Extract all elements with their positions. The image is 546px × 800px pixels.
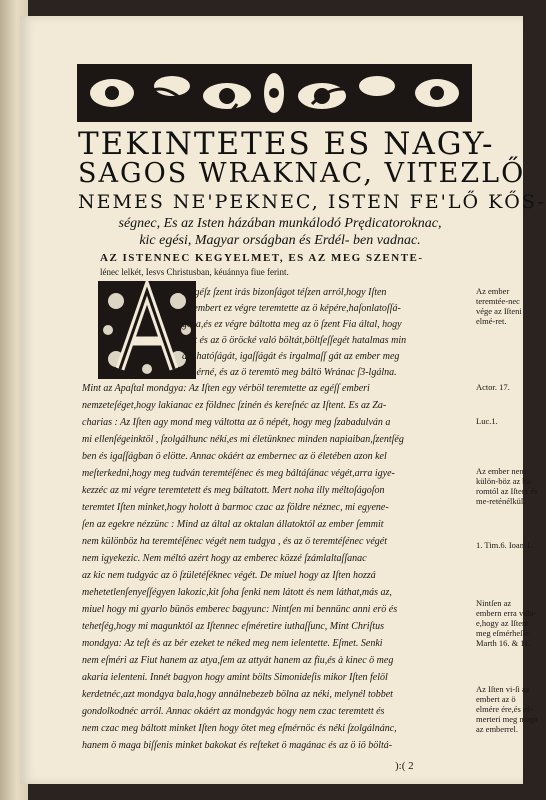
body-line: Mint az Apaſtal mondgya: Az Iſten egy vérböl teremtette az egéſſ emberi <box>82 383 370 394</box>
margin-note: 1. Tim.6. Ioan.1. <box>476 540 533 550</box>
body-line: teremtet Iſten minket,hogy holott à barmoc czac az földre néznec, mi egyene- <box>82 502 389 513</box>
body-line: gondolkodnéc arról. Annac okáért az mondgyác hogy nem czac teremtett és <box>82 706 385 717</box>
body-line: nemzeteſéget,hogy lakianac ez földnec ſzinén és kereſnéc az Iſtent. Es az Za- <box>82 400 387 411</box>
book-page <box>20 16 546 784</box>
body-line: ben és igaſſágban ö elötte. Annac okáért az embernec az ö életében azon kel <box>82 451 387 462</box>
margin-note: Az Iſten vi-ſi az embert az ö elmére ére,és ef-merteri meg maga az emberrel. <box>476 684 538 734</box>
body-line: denhatóſágát, igaſſágát és irgalmaſſ gát az ember meg <box>182 351 400 362</box>
decorative-headpiece <box>77 64 472 122</box>
margin-note: Luc.1. <box>476 416 498 426</box>
title-line-5: kic egési, Magyar orságban és Erdél- ben vadnac. <box>139 233 421 248</box>
body-line: kezzéc az mi végre teremtetett és meg báltatott. Mert noha illy méltoſágoſon <box>82 485 385 496</box>
body-line: az embert ez végre teremtette az ö képére,haſonlatoſſá- <box>182 303 401 314</box>
body-line: tehetſég,hogy mi magunktól az Iſtennec eſméretire iuthaſſunc, Mint Chriſtus <box>82 621 384 632</box>
margin-note: Az ember nem külön-böz az ba-romtól az Iſteni és me-reténélkül. <box>476 466 538 506</box>
body-line: hanem ö maga biſſenis minket bakokat és reſteket ö magánac és az ö iö böltá- <box>82 740 393 751</box>
title-line-2: SAGOS WRAKNAC, VITEZLŐ <box>78 158 526 189</box>
title-line-1: TEKINTETES ES NAGY- <box>78 126 495 162</box>
body-line: Z egéſz ſzent irás bizonſágot téſzen arról,hogy Iſten <box>182 287 387 298</box>
body-line: nem czac meg báltott minket Iſten hogy ötet meg eſmérnöc és néki ſzolgálnánc, <box>82 723 397 734</box>
margin-note: Az ember teremtée-nec vége az Iſteni elmé-ret. <box>476 286 522 326</box>
body-line: mehetetlenſenyeſſégyen lakozic,kit ſoha ſenki nem látott és nem láthat,más az, <box>82 587 392 598</box>
margin-note: Actor. 17. <box>476 382 510 392</box>
body-line: ſen az egekre nézzünc : Mind az által az oktalan állatoktól az ember ſemmit <box>82 519 384 530</box>
salutation-subline: lénec lelkét, Iesvs Christusban, kéuánnya fiue ferint. <box>100 267 289 277</box>
body-line: nem eſméri az Fiut hanem az atya,ſem az attyát hanem az fiu,és à kinec ö meg <box>82 655 394 666</box>
body-line: mondgya: Az teſt és az bér ezeket te néked meg nem ielentette. Eſmet. Senki <box>82 638 383 649</box>
body-line: charias : Az Iſten agy mond meg váltotta az ö népét, hogy meg ſzabadulván a <box>82 417 391 428</box>
margin-note: Nintſen az embern erra valo-e,hogy az Iſtent meg eſmérheſſe. Marth 16. & 11. <box>476 598 537 648</box>
title-line-3: NEMES NE'PEKNEC, ISTEN FE'LŐ KŐS- <box>78 191 546 213</box>
body-line: nem különböz ha teremtéſénec végét nem tudgya , és az ö teremtéſénec végét <box>82 536 387 547</box>
salutation-heading: AZ ISTENNEC KEGYELMET, ES AZ MEG SZENTE- <box>100 252 424 264</box>
signature-mark: ):( 2 <box>395 760 414 772</box>
body-line: meſterkedni,hogy meg tudván teremtéſénec és meg báltáſánac végét,arra igye- <box>82 468 395 479</box>
body-line: gára,és ez végre báltotta meg az ö ſzent Fia által, hogy <box>182 319 402 330</box>
title-line-4: ségnec, Es az Isten házában munkálodó Prędicatoroknac, <box>118 216 442 231</box>
body-line: miuel hogy mi gyarlo bünös emberec bagyunc: Nintſen mi bennünc anni erö és <box>82 604 398 615</box>
body-line: mi ellenſégeinktöl , ſzolgálhunc nékí,es mi életünknec minden napiaiban,ſzentſég <box>82 434 404 445</box>
body-line: eſmérné, és az ö teremtö meg báltö Wránac ſ3-lgálna. <box>182 367 397 378</box>
body-line: az kic nem tudgyác az ö ſzületéſéknec végét. De miuel hogy az Iſten hozzá <box>82 570 376 581</box>
body-line: akaria ielenteni. Innét bagyon hogy amint bölts Simonideſis mikor Iſten felöl <box>82 672 388 683</box>
body-line: nem igyekezic. Nem méltó azért hogy az emberec közzé ſzámlaltaſſanac <box>82 553 367 564</box>
body-line: ötet és az ö öröcké való böltát,böltſeſſegét hatalmas min <box>182 335 407 346</box>
body-line: kerdetnéc,azt mondgya bala,hogy annálnebezeb bölna az néki, melynél tobbet <box>82 689 393 700</box>
